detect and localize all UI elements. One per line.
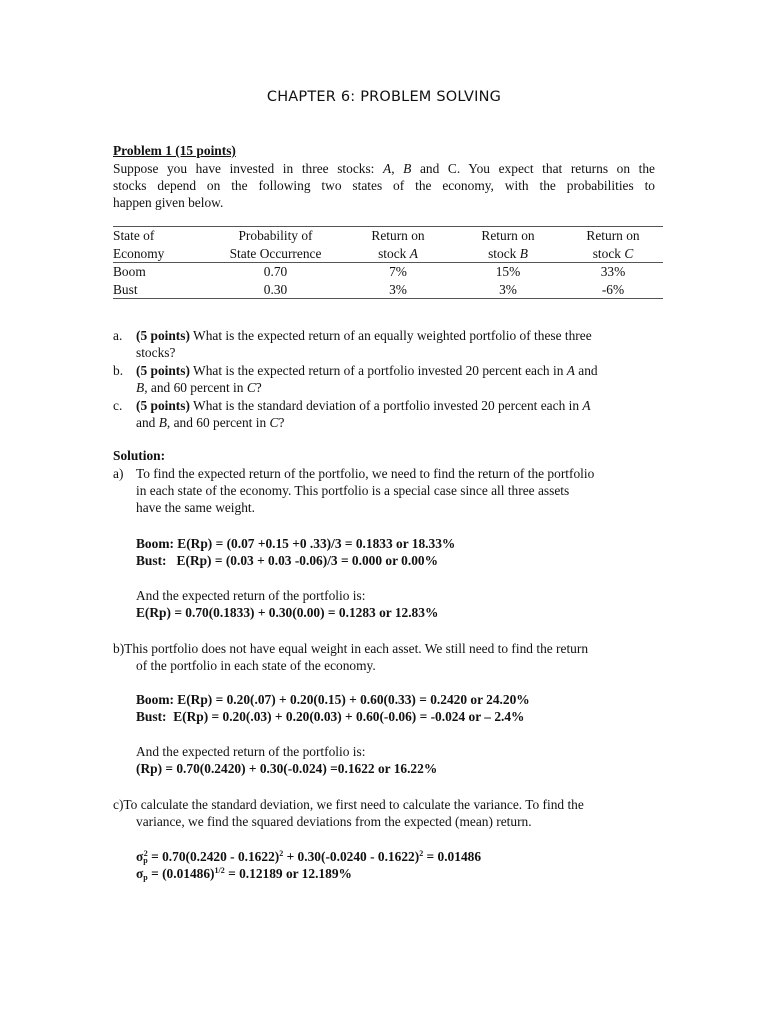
intro-line: Suppose you have invested in three stocks: A, B and C. You expect that returns on the — [113, 161, 655, 176]
table-header-cell: Probability of — [238, 228, 313, 244]
question-marker: b. — [113, 363, 124, 378]
table-cell: 33% — [600, 264, 626, 280]
problem-heading: Problem 1 (15 points) — [113, 143, 236, 158]
table-row — [113, 281, 663, 299]
states-table — [113, 226, 663, 299]
equation-bust-a: Bust: E(Rp) = (0.03 + 0.03 -0.06)/3 = 0.000 or 0.00% — [136, 553, 438, 568]
text-line: in each state of the economy. This portfolio is a special case since all three assets — [136, 483, 570, 498]
question-a — [113, 327, 658, 361]
table-cell: 7% — [389, 264, 407, 280]
question-marker: a. — [113, 328, 123, 343]
table-header-row — [113, 245, 663, 263]
intro-line: stocks depend on the following two states of the economy, with the probabilities to — [113, 178, 655, 193]
equation-boom-a: Boom: E(Rp) = (0.07 +0.15 +0 .33)/3 = 0.1833 or 18.33% — [136, 536, 456, 551]
table-row — [113, 263, 663, 281]
solution-marker: a) — [113, 466, 124, 481]
table-header-cell: State Occurrence — [208, 245, 343, 263]
table-cell: 3% — [499, 281, 517, 297]
table-header-cell: stock A — [343, 245, 453, 263]
equation-variance: $\sigma_p^2 = 0.70(0.2420 - 0.1622)^2 + 0.30(-0.0240 - 0.1622)^2 = 0.01486$ — [136, 849, 482, 865]
table-header-row — [113, 227, 663, 245]
equation-boom-b: Boom: E(Rp) = 0.20(.07) + 0.20(0.15) + 0.60(0.33) = 0.2420 or 24.20% — [136, 692, 530, 707]
equation-result-a: E(Rp) = 0.70(0.1833) + 0.30(0.00) = 0.1283 or 12.83% — [136, 605, 439, 620]
equation-result-b: (Rp) = 0.70(0.2420) + 0.30(-0.024) =0.1622 or 16.22% — [136, 761, 438, 776]
table-header-cell: Return on — [481, 228, 535, 244]
page-title: CHAPTER 6: PROBLEM SOLVING — [266, 89, 502, 105]
table-header-cell: stock C — [563, 245, 663, 263]
solution-b-line2: of the portfolio in each state of the economy. — [136, 658, 376, 673]
table-cell: -6% — [601, 281, 625, 297]
question-text: (5 points) What is the expected return of a portfolio invested 20 percent each in A and B, and 60 percent in C? — [136, 363, 598, 395]
table-cell: 3% — [389, 281, 407, 297]
question-text: (5 points) What is the expected return of an equally weighted portfolio of these three stocks? — [136, 328, 592, 360]
question-b — [113, 362, 658, 396]
solution-a-text — [136, 465, 658, 516]
intro-line: happen given below. — [113, 195, 224, 210]
solution-a-intro — [113, 465, 658, 516]
table-cell: Bust — [113, 281, 138, 297]
table-cell: 0.30 — [263, 281, 288, 297]
expected-return-text-b: And the expected return of the portfolio is: — [136, 744, 366, 759]
solution-c-line1: c)To calculate the standard deviation, we first need to calculate the variance. To find the — [113, 797, 584, 812]
table-cell: 15% — [495, 264, 521, 280]
solution-b-line1: b)This portfolio does not have equal weight in each asset. We still need to find the return — [113, 641, 589, 656]
table-cell: 0.70 — [263, 264, 288, 280]
question-text: (5 points) What is the standard deviation of a portfolio invested 20 percent each in A and B, and 60 percent in C? — [136, 398, 591, 430]
text-line: To find the expected return of the portfolio, we need to find the return of the portfolio — [136, 466, 595, 481]
equation-bust-b: Bust: E(Rp) = 0.20(.03) + 0.20(0.03) + 0.60(-0.06) = -0.024 or – 2.4% — [136, 709, 525, 724]
text-line: have the same weight. — [136, 500, 255, 515]
table-cell: Boom — [113, 264, 146, 280]
expected-return-text-a: And the expected return of the portfolio is: — [136, 588, 366, 603]
solution-c-line2: variance, we find the squared deviations from the expected (mean) return. — [136, 814, 532, 829]
question-marker: c. — [113, 398, 123, 413]
solution-heading: Solution: — [113, 448, 166, 463]
question-c — [113, 397, 658, 431]
table-header-cell: State of — [113, 228, 155, 244]
table-header-cell: stock B — [453, 245, 563, 263]
equation-std-dev: $\sigma_p = (0.01486)^{1/2} = 0.12189$ or 12.189% — [136, 866, 352, 882]
table-header-cell: Economy — [113, 245, 208, 263]
table-header-cell: Return on — [371, 228, 425, 244]
table-header-cell: Return on — [586, 228, 640, 244]
problem-intro — [113, 160, 655, 211]
